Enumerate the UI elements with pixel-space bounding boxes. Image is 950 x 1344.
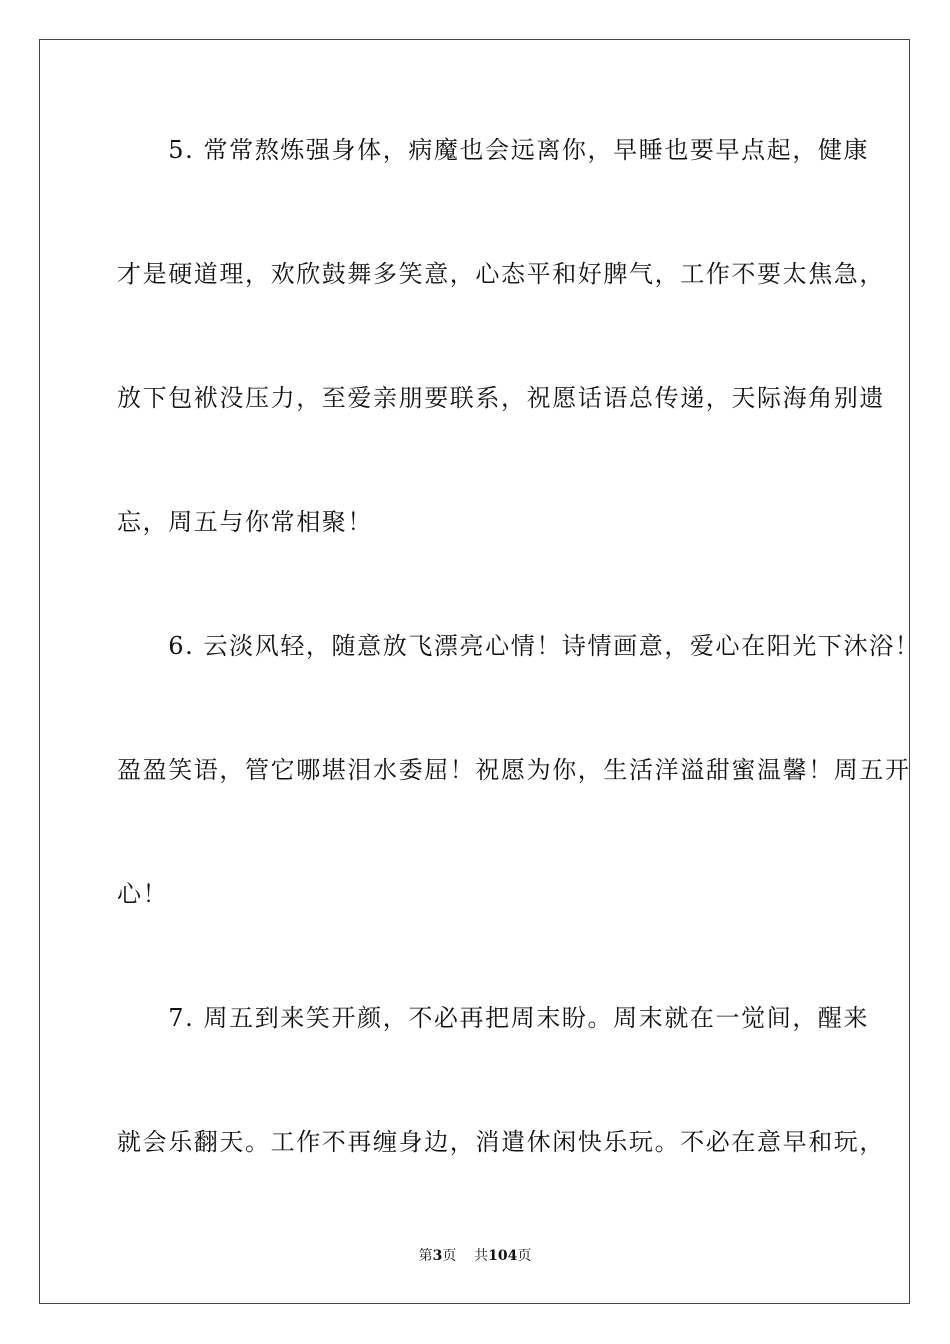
total-pages: 104 <box>488 1248 518 1264</box>
total-prefix: 共 <box>474 1248 489 1264</box>
text-line-2: 才是硬道理，欢欣鼓舞多笑意，心态平和好脾气，工作不要太焦急， <box>117 260 885 288</box>
text-line-1: 5. 常常熬炼强身体，病魔也会远离你，早睡也要早点起，健康 <box>117 136 870 164</box>
total-suffix: 页 <box>517 1248 532 1264</box>
text-line-5: 6. 云淡风轻，随意放飞漂亮心情！诗情画意，爱心在阳光下沐浴！ <box>117 632 921 660</box>
page-prefix: 第 <box>418 1248 433 1264</box>
text-line-6: 盈盈笑语，管它哪堪泪水委屈！祝愿为你，生活洋溢甜蜜温馨！周五开 <box>117 756 911 784</box>
text-line-9: 就会乐翻天。工作不再缠身边，消遣休闲快乐玩。不必在意早和玩， <box>117 1128 885 1156</box>
page-frame <box>39 39 921 1304</box>
text-line-4: 忘，周五与你常相聚！ <box>117 508 373 536</box>
page-footer <box>0 1246 950 1266</box>
page-number: 3 <box>432 1248 443 1264</box>
text-line-3: 放下包袱没压力，至爱亲朋要联系，祝愿话语总传递，天际海角别遗 <box>117 384 885 412</box>
text-line-7: 心！ <box>117 880 169 908</box>
page-suffix: 页 <box>442 1248 457 1264</box>
text-line-8: 7. 周五到来笑开颜，不必再把周末盼。周末就在一觉间，醒来 <box>117 1004 870 1032</box>
